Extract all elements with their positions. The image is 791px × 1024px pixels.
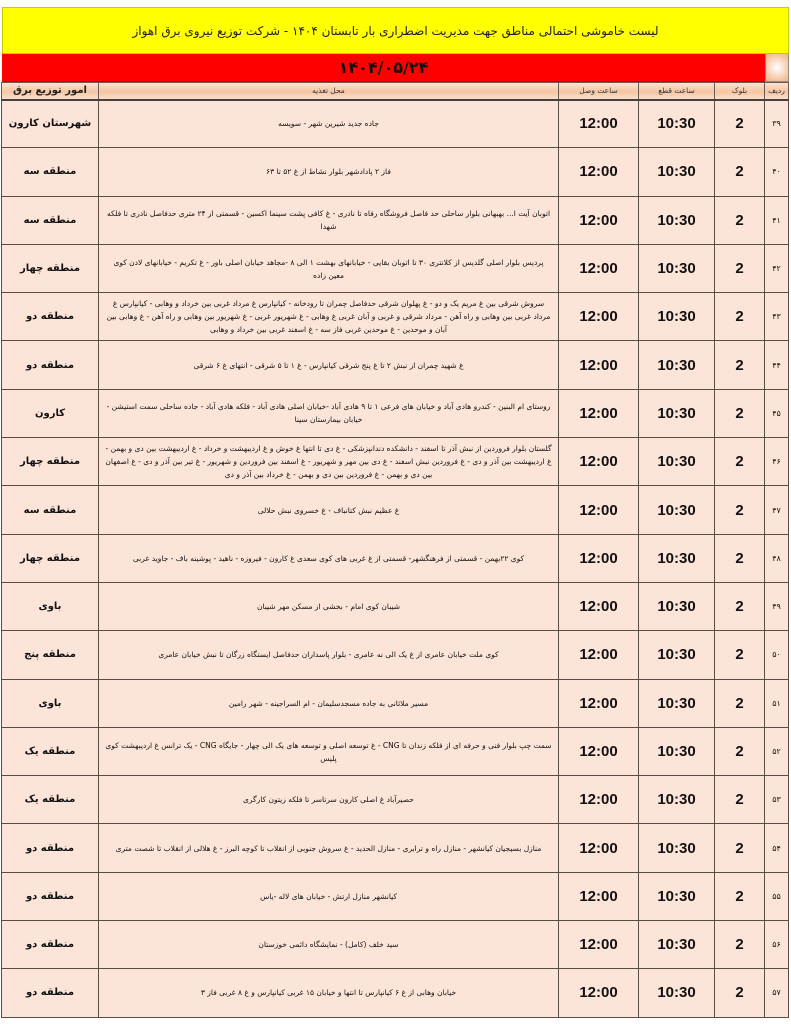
- table-row: [2, 727, 789, 775]
- connect-time-cell: 12:00: [559, 438, 639, 486]
- table-row: [2, 679, 789, 727]
- row-number: ۵۱: [765, 679, 789, 727]
- cut-time-cell: 10:30: [639, 100, 715, 148]
- distribution-area-cell: منطقه دو: [2, 872, 99, 920]
- cut-time-cell: 10:30: [639, 438, 715, 486]
- table-row: [2, 631, 789, 679]
- connect-time-cell: 12:00: [559, 293, 639, 341]
- table-row: [2, 293, 789, 341]
- table-row: [2, 534, 789, 582]
- feed-location-cell: خیابان وهابی از غ ۶ کیانپارس تا انتها و خیابان ۱۵ غربی کیانپارس و غ ۸ غربی فاز ۳: [99, 969, 559, 1017]
- cut-time-cell: 10:30: [639, 969, 715, 1017]
- cut-time-cell: 10:30: [639, 293, 715, 341]
- connect-time-cell: 12:00: [559, 776, 639, 824]
- connect-time-cell: 12:00: [559, 824, 639, 872]
- connect-time-cell: 12:00: [559, 100, 639, 148]
- distribution-area-cell: کارون: [2, 389, 99, 437]
- feed-location-cell: منازل بسیجیان کیانشهر - منازل راه و ترابری - منازل الحدید - غ سروش جنوبی از انقلاب تا کوچه البرز - غ هلالی از انقلاب تا شصت متری: [99, 824, 559, 872]
- feed-location-cell: گلستان بلوار فروردین از نبش آذر تا اسفند - دانشکده دندانپزشکی - غ دی تا انتها غ خوش و غ اردیبهشت و خرداد - غ اردیبهشت بین دی و بهمن - غ اردیبهشت بین آذر و دی - غ فروردین نبش اسفند - غ دی بین مهر و شهریور - غ اسفند بین فروردین و شهریور - غ تیر بین آذر و دی - غ اصفهان بین دی و بهمن - غ فروردین بین دی و بهمن - غ خرداد بین آذر و دی: [99, 438, 559, 486]
- distribution-area-cell: منطقه چهار: [2, 244, 99, 292]
- block-cell: 2: [715, 727, 765, 775]
- feed-location-cell: روستای ام البنین - کندرو هادی آباد و خیابان های فرعی ۱ تا ۹ هادی آباد -خیابان اصلی هادی آباد - فلکه هادی آباد - جاده ساحلی سمت استیشن - خیابان بیمارستان سینا: [99, 389, 559, 437]
- table-row: [2, 438, 789, 486]
- cut-time-cell: 10:30: [639, 631, 715, 679]
- table-row: [2, 921, 789, 969]
- cut-time-cell: 10:30: [639, 389, 715, 437]
- feed-location-cell: جاده جدید شیرین شهر - سویسه: [99, 100, 559, 148]
- table-row: [2, 100, 789, 148]
- block-cell: 2: [715, 100, 765, 148]
- feed-location-cell: غ عظیم نبش کتانباف - غ خسروی نبش حلالی: [99, 486, 559, 534]
- feed-location-cell: کیانشهر منازل ارتش - خیابان های لاله -یاس: [99, 872, 559, 920]
- table-row: [2, 872, 789, 920]
- distribution-area-cell: منطقه سه: [2, 486, 99, 534]
- row-number: ۴۹: [765, 582, 789, 630]
- block-cell: 2: [715, 341, 765, 389]
- row-number: ۵۴: [765, 824, 789, 872]
- row-number: ۳۹: [765, 100, 789, 148]
- schedule-date: ۱۴۰۴/۰۵/۲۴: [2, 54, 765, 82]
- table-row: [2, 582, 789, 630]
- distribution-area-cell: منطقه دو: [2, 341, 99, 389]
- cut-time-cell: 10:30: [639, 582, 715, 630]
- header-feed-location: محل تغذیه: [99, 83, 559, 100]
- block-cell: 2: [715, 293, 765, 341]
- table-row: [2, 824, 789, 872]
- connect-time-cell: 12:00: [559, 921, 639, 969]
- header-block: بلوک: [715, 83, 765, 100]
- block-cell: 2: [715, 438, 765, 486]
- distribution-area-cell: منطقه چهار: [2, 438, 99, 486]
- distribution-area-cell: باوی: [2, 679, 99, 727]
- table-row: [2, 341, 789, 389]
- corner-cell: [765, 54, 789, 82]
- connect-time-cell: 12:00: [559, 534, 639, 582]
- outage-schedule-sheet: [2, 7, 789, 1018]
- row-number: ۵۲: [765, 727, 789, 775]
- row-number: ۵۷: [765, 969, 789, 1017]
- feed-location-cell: مسیر ملاثانی به جاده مسجدسلیمان - ام السراجینه - شهر رامین: [99, 679, 559, 727]
- block-cell: 2: [715, 196, 765, 244]
- connect-time-cell: 12:00: [559, 389, 639, 437]
- distribution-area-cell: منطقه دو: [2, 824, 99, 872]
- cut-time-cell: 10:30: [639, 824, 715, 872]
- block-cell: 2: [715, 872, 765, 920]
- outage-table: [1, 82, 789, 1018]
- distribution-area-cell: منطقه دو: [2, 921, 99, 969]
- connect-time-cell: 12:00: [559, 196, 639, 244]
- cut-time-cell: 10:30: [639, 679, 715, 727]
- table-row: [2, 244, 789, 292]
- row-number: ۴۰: [765, 148, 789, 196]
- cut-time-cell: 10:30: [639, 534, 715, 582]
- cut-time-cell: 10:30: [639, 148, 715, 196]
- header-row-no: ردیف: [765, 83, 789, 100]
- table-row: [2, 148, 789, 196]
- feed-location-cell: شیبان کوی امام - بخشی از مسکن مهر شیبان: [99, 582, 559, 630]
- connect-time-cell: 12:00: [559, 244, 639, 292]
- cut-time-cell: 10:30: [639, 244, 715, 292]
- feed-location-cell: سروش شرقی بین غ مریم یک و دو - غ پهلوان شرقی حدفاصل چمران تا رودخانه - کیانپارس غ مرداد غربی بین خرداد و وهابی - کیانپارس غ مرداد غربی بین وهابی و راه آهن - مرداد شرقی و غربی و آبان غربی غ وهابی - غ شهریور غربی - غ شهریور بین وهابی و راه آهن - غ وهابی بین آبان و موحدین - غ موحدین غربی فاز سه - غ اسفند غربی بین خرداد و وهابی: [99, 293, 559, 341]
- distribution-area-cell: منطقه یک: [2, 727, 99, 775]
- block-cell: 2: [715, 921, 765, 969]
- block-cell: 2: [715, 244, 765, 292]
- sheet-title: لیست خاموشی احتمالی مناطق جهت مدیریت اضطراری بار تابستان ۱۴۰۴ - شرکت توزیع نیروی برق اهواز: [2, 7, 789, 54]
- row-number: ۵۳: [765, 776, 789, 824]
- row-number: ۵۵: [765, 872, 789, 920]
- feed-location-cell: سید خلف (کامل) - نمایشگاه دائمی خوزستان: [99, 921, 559, 969]
- distribution-area-cell: منطقه سه: [2, 196, 99, 244]
- table-row: [2, 196, 789, 244]
- feed-location-cell: فاز ۲ پادادشهر بلوار نشاط از غ ۵۲ تا ۶۳: [99, 148, 559, 196]
- block-cell: 2: [715, 582, 765, 630]
- distribution-area-cell: منطقه چهار: [2, 534, 99, 582]
- feed-location-cell: کوی ۲۲بهمن - قسمتی از فرهنگشهر- قسمتی از غ غربی های کوی سعدی غ کارون - فیروزه - ناهید - پوشینه باف - جاوید غربی: [99, 534, 559, 582]
- row-number: ۵۰: [765, 631, 789, 679]
- block-cell: 2: [715, 486, 765, 534]
- block-cell: 2: [715, 679, 765, 727]
- connect-time-cell: 12:00: [559, 727, 639, 775]
- table-row: [2, 486, 789, 534]
- distribution-area-cell: باوی: [2, 582, 99, 630]
- distribution-area-cell: منطقه دو: [2, 969, 99, 1017]
- header-cut-time: ساعت قطع: [639, 83, 715, 100]
- connect-time-cell: 12:00: [559, 631, 639, 679]
- connect-time-cell: 12:00: [559, 341, 639, 389]
- connect-time-cell: 12:00: [559, 486, 639, 534]
- feed-location-cell: پردیس بلوار اصلی گلدیس از کلانتری ۳۰ تا اتوبان بقایی - خیابانهای بهشت ۱ الی ۸ -مجاهد خیابان اصلی باور - غ تکریم - خیابانهای لادن کوی معین زاده: [99, 244, 559, 292]
- distribution-area-cell: منطقه یک: [2, 776, 99, 824]
- cut-time-cell: 10:30: [639, 872, 715, 920]
- connect-time-cell: 12:00: [559, 148, 639, 196]
- block-cell: 2: [715, 534, 765, 582]
- table-header-row: [2, 83, 789, 100]
- block-cell: 2: [715, 824, 765, 872]
- connect-time-cell: 12:00: [559, 969, 639, 1017]
- row-number: ۴۴: [765, 341, 789, 389]
- distribution-area-cell: منطقه سه: [2, 148, 99, 196]
- table-row: [2, 389, 789, 437]
- header-connect-time: ساعت وصل: [559, 83, 639, 100]
- table-row: [2, 969, 789, 1017]
- block-cell: 2: [715, 631, 765, 679]
- feed-location-cell: اتوبان آیت ا... بهبهانی بلوار ساحلی حد فاصل فروشگاه رفاه تا نادری - غ کافی پشت سینما اکسین - قسمتی از ۲۴ متری حدفاصل نادری تا فلکه شهدا: [99, 196, 559, 244]
- row-number: ۴۱: [765, 196, 789, 244]
- date-row: [2, 54, 789, 82]
- row-number: ۴۷: [765, 486, 789, 534]
- cut-time-cell: 10:30: [639, 727, 715, 775]
- connect-time-cell: 12:00: [559, 872, 639, 920]
- distribution-area-cell: منطقه پنج: [2, 631, 99, 679]
- cut-time-cell: 10:30: [639, 921, 715, 969]
- row-number: ۴۶: [765, 438, 789, 486]
- row-number: ۴۸: [765, 534, 789, 582]
- cut-time-cell: 10:30: [639, 196, 715, 244]
- row-number: ۴۲: [765, 244, 789, 292]
- header-distribution-area: امور توزیع برق: [2, 83, 99, 100]
- connect-time-cell: 12:00: [559, 679, 639, 727]
- block-cell: 2: [715, 776, 765, 824]
- block-cell: 2: [715, 148, 765, 196]
- cut-time-cell: 10:30: [639, 341, 715, 389]
- feed-location-cell: سمت چپ بلوار فنی و حرفه ای از فلکه زندان تا CNG - غ توسعه اصلی و توسعه های یک الی چهار - جایگاه CNG - یک ترانس غ اردیبهشت کوی پلیس: [99, 727, 559, 775]
- cut-time-cell: 10:30: [639, 776, 715, 824]
- feed-location-cell: کوی ملت خیابان عامری از غ یک الی نه عامری - بلوار پاسداران حدفاصل ایستگاه زرگان تا نبش خیابان عامری: [99, 631, 559, 679]
- block-cell: 2: [715, 389, 765, 437]
- cut-time-cell: 10:30: [639, 486, 715, 534]
- row-number: ۴۳: [765, 293, 789, 341]
- distribution-area-cell: شهرستان کارون: [2, 100, 99, 148]
- row-number: ۵۶: [765, 921, 789, 969]
- row-number: ۴۵: [765, 389, 789, 437]
- connect-time-cell: 12:00: [559, 582, 639, 630]
- table-row: [2, 776, 789, 824]
- distribution-area-cell: منطقه دو: [2, 293, 99, 341]
- block-cell: 2: [715, 969, 765, 1017]
- feed-location-cell: حصیرآباد غ اصلی کارون سرتاسر تا فلکه زیتون کارگری: [99, 776, 559, 824]
- feed-location-cell: غ شهید چمران از نبش ۲ تا غ پنج شرقی کیانپارس - غ ۱ تا ۵ شرقی - انتهای غ ۶ شرقی: [99, 341, 559, 389]
